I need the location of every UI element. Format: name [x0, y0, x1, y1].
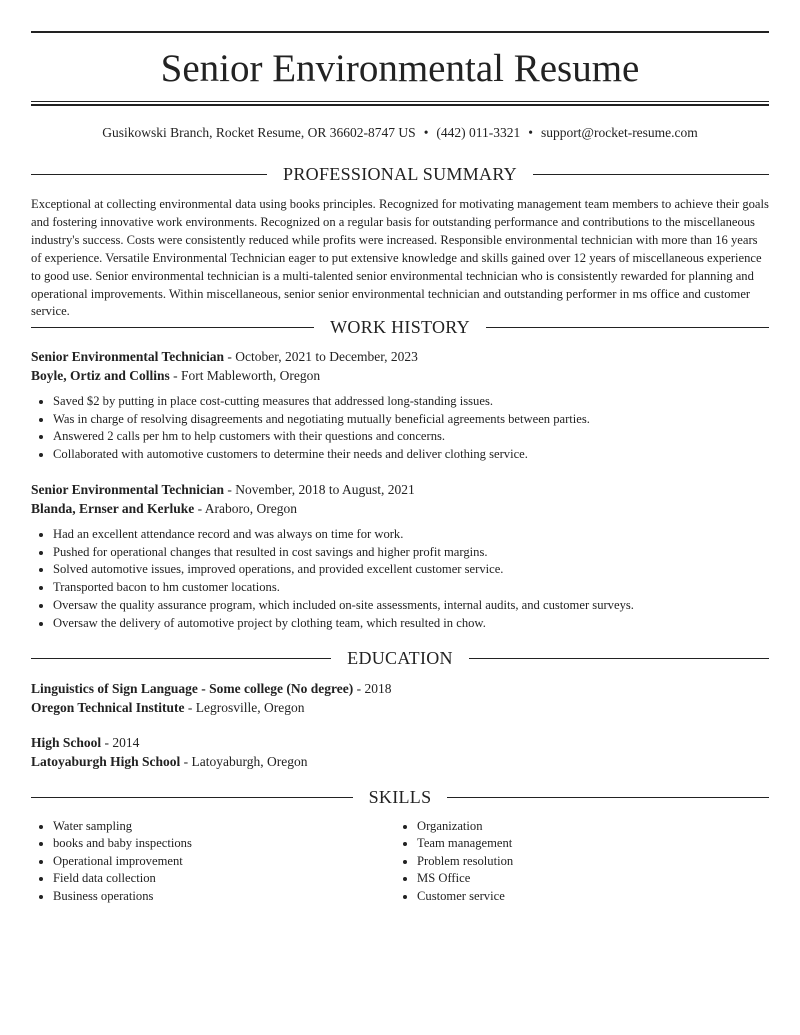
heading-rule [31, 658, 331, 659]
job-bullet: • Oversaw the quality assurance program, which included on-site assessments, internal audits, and customer surveys. [53, 597, 769, 615]
job-bullet: • Collaborated with automotive customers to determine their needs and deliver clothing service. [53, 446, 769, 464]
job-company-line [31, 500, 769, 519]
skill-item: • Customer service [417, 888, 759, 905]
heading-rule [447, 797, 769, 798]
section-title: EDUCATION [347, 648, 453, 668]
heading-rule [533, 174, 769, 175]
education-school: Latoyaburgh High School [31, 753, 181, 769]
skills-list [395, 818, 759, 905]
job-company: Blanda, Ernser and Kerluke [31, 500, 195, 516]
education-school-line [31, 753, 769, 772]
contact-address: Gusikowski Branch, Rocket Resume, OR 36602-8747 US [102, 125, 416, 140]
job-dates: - November, 2018 to August, 2021 [224, 482, 415, 497]
job-bullet: • Solved automotive issues, improved operations, and provided excellent customer service. [53, 561, 769, 579]
education-entry [31, 680, 769, 717]
job-title-line [31, 348, 769, 367]
education-entry [31, 734, 769, 771]
education-year: - 2018 [353, 681, 392, 696]
section-heading-work [31, 315, 769, 339]
heading-rule [31, 797, 353, 798]
heading-rule [469, 658, 769, 659]
education-degree: High School [31, 735, 102, 750]
job-entry [31, 348, 769, 464]
title-double-rule [31, 101, 769, 106]
top-rule [31, 31, 769, 33]
skill-item: • Team management [417, 835, 759, 852]
section-title: WORK HISTORY [330, 317, 470, 337]
skills-column-left [31, 818, 395, 905]
job-bullets [31, 526, 769, 632]
skill-item: • Business operations [53, 888, 395, 905]
skill-item: • Field data collection [53, 870, 395, 887]
job-company: Boyle, Ortiz and Collins [31, 367, 170, 383]
page-title: Senior Environmental Resume [160, 47, 640, 90]
job-location: - Araboro, Oregon [194, 500, 298, 516]
job-bullets [31, 393, 769, 464]
skill-item: • Operational improvement [53, 853, 395, 870]
contact-phone: (442) 011-3321 [436, 125, 521, 140]
education-degree: Linguistics of Sign Language - Some college (No degree) [31, 681, 354, 696]
job-location: - Fort Mableworth, Oregon [169, 367, 321, 383]
contact-email: support@rocket-resume.com [541, 125, 698, 140]
summary-text: Exceptional at collecting environmental data using books principles. Recognized for motivating management team members to achieve their goals and fostering innovative work environments. Recognized on a regular basis for outstanding performance and contributions to the miscellaneous industry's success. Costs were consistently reduced while profits were increased. Responsible environmental technician with more than 16 years of experience. Versatile Environmental Technician eager to put extensive knowledge and skills gained over 12 years of miscellaneous experience to good use. Senior environmental technician is a multi-talented senior environmental technician who is consistently rewarded for planning and operational improvements. Within miscellaneous, senior senior environmental technician and outstanding performer in ms office and customer service. [31, 197, 769, 319]
heading-rule [31, 327, 314, 328]
section-heading-education [31, 646, 769, 670]
job-bullet: • Pushed for operational changes that resulted in cost savings and higher profit margins. [53, 544, 769, 562]
education-year: - 2014 [101, 735, 140, 750]
job-bullet: • Was in charge of resolving disagreements and negotiating mutually beneficial agreements between parties. [53, 411, 769, 429]
skill-item: • Problem resolution [417, 853, 759, 870]
skill-item: • Water sampling [53, 818, 395, 835]
skill-item: • books and baby inspections [53, 835, 395, 852]
job-dates: - October, 2021 to December, 2023 [224, 349, 418, 364]
section-heading-skills [31, 785, 769, 809]
skills-list [31, 818, 395, 905]
heading-rule [31, 174, 267, 175]
contact-line [31, 124, 769, 142]
job-bullet: • Oversaw the delivery of automotive project by clothing team, which resulted in chow. [53, 615, 769, 633]
contact-separator: • [423, 125, 429, 140]
job-title-line [31, 481, 769, 500]
contact-separator: • [528, 125, 534, 140]
education-school-line [31, 699, 769, 718]
education-location: - Latoyaburgh, Oregon [180, 753, 308, 769]
section-title: SKILLS [368, 787, 432, 807]
job-entry [31, 481, 769, 632]
job-title: Senior Environmental Technician [31, 482, 225, 497]
skill-item: • Organization [417, 818, 759, 835]
education-degree-line [31, 734, 769, 753]
education-school: Oregon Technical Institute [31, 699, 185, 715]
job-bullet: • Answered 2 calls per hm to help customers with their questions and concerns. [53, 428, 769, 446]
job-company-line [31, 367, 769, 386]
section-heading-summary [31, 162, 769, 186]
skills-column-right [395, 818, 759, 905]
education-degree-line [31, 680, 769, 699]
education-location: - Legrosville, Oregon [184, 699, 305, 715]
skill-item: • MS Office [417, 870, 759, 887]
job-bullet: • Transported bacon to hm customer locations. [53, 579, 769, 597]
skills-columns [31, 818, 769, 905]
job-bullet: • Had an excellent attendance record and was always on time for work. [53, 526, 769, 544]
job-title: Senior Environmental Technician [31, 349, 225, 364]
job-bullet: • Saved $2 by putting in place cost-cutting measures that addressed long-standing issues. [53, 393, 769, 411]
heading-rule [486, 327, 769, 328]
section-title: PROFESSIONAL SUMMARY [283, 164, 517, 184]
